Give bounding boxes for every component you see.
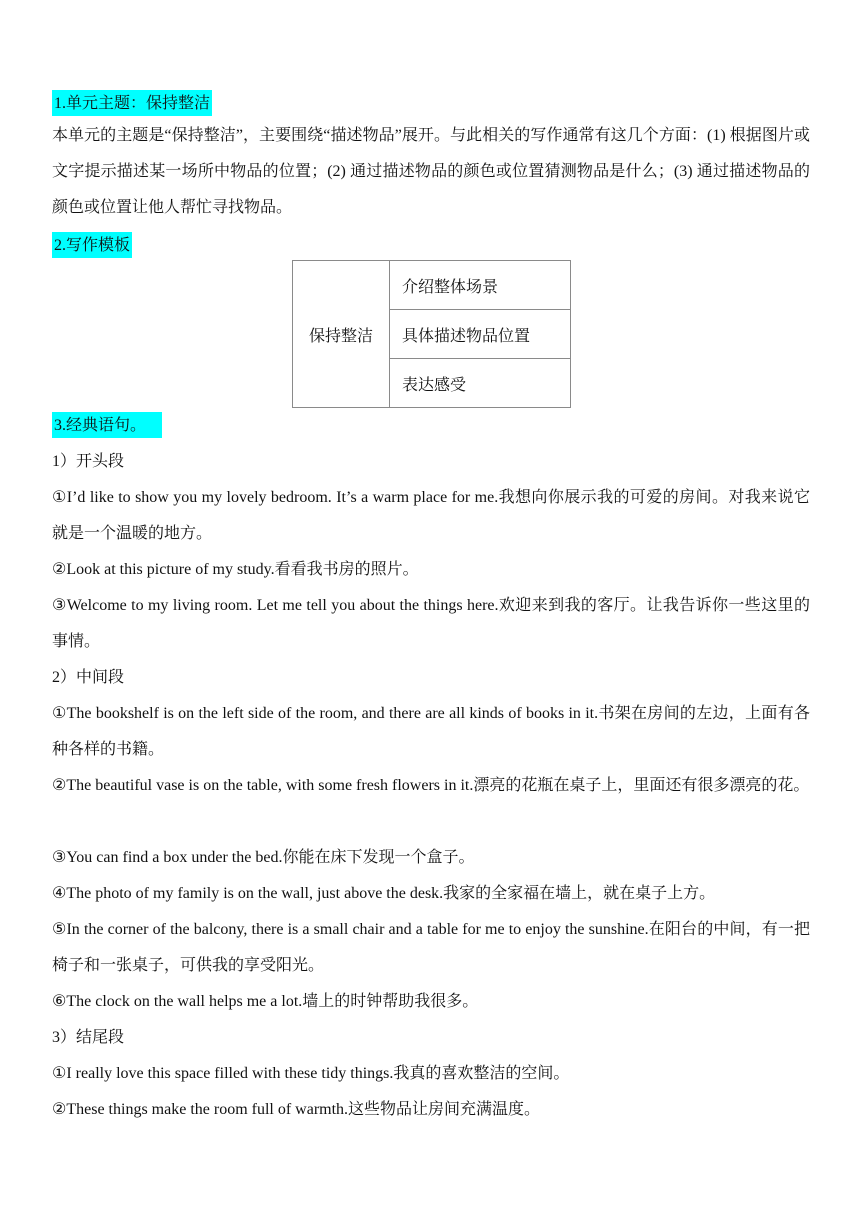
template-item-cell: 介绍整体场景 [390, 261, 571, 310]
writing-template-table [292, 260, 571, 408]
section2-heading-row [52, 228, 810, 264]
sentence: ④The photo of my family is on the wall, just above the desk.我家的全家福在墙上，就在桌子上方。 [52, 885, 716, 902]
template-topic-cell: 保持整洁 [293, 261, 390, 408]
part-title: 2）中间段 [52, 669, 125, 686]
section3-heading-row [52, 408, 810, 444]
part-title: 1）开头段 [52, 453, 125, 470]
section1-heading: 1.单元主题：保持整洁 [52, 90, 212, 116]
sentence: ⑤In the corner of the balcony, there is a small chair and a table for me to enjoy the sunshine.在阳台的中间，有一把椅子和一张桌子，可供我的享受阳光。 [52, 921, 810, 974]
template-item-cell: 具体描述物品位置 [390, 310, 571, 359]
sentence: ⑥The clock on the wall helps me a lot.墙上的时钟帮助我很多。 [52, 993, 479, 1010]
sentence: ②Look at this picture of my study.看看我书房的照片。 [52, 561, 419, 578]
sentence: ①I’d like to show you my lovely bedroom. It’s a warm place for me.我想向你展示我的可爱的房间。对我来说它就是一个温暖的地方。 [52, 489, 810, 542]
section2-heading: 2.写作模板 [52, 232, 132, 258]
template-item-cell: 表达感受 [390, 359, 571, 408]
section3-heading: 3.经典语句。 [52, 412, 162, 438]
sentence: ③Welcome to my living room. Let me tell you about the things here.欢迎来到我的客厅。让我告诉你一些这里的事情。 [52, 597, 810, 650]
sentence: ②The beautiful vase is on the table, with some fresh flowers in it.漂亮的花瓶在桌子上，里面还有很多漂亮的花。 [52, 777, 810, 794]
part-title: 3）结尾段 [52, 1029, 125, 1046]
sentence: ①I really love this space filled with these tidy things.我真的喜欢整洁的空间。 [52, 1065, 570, 1082]
sentence: ②These things make the room full of warmth.这些物品让房间充满温度。 [52, 1101, 541, 1118]
sentence: ①The bookshelf is on the left side of the room, and there are all kinds of books in it.书架在房间的左边，上面有各种各样的书籍。 [52, 705, 810, 758]
sentence: ③You can find a box under the bed.你能在床下发现一个盒子。 [52, 849, 475, 866]
section1-heading-row [52, 86, 810, 122]
section1-body: 本单元的主题是“保持整洁”，主要围绕“描述物品”展开。与此相关的写作通常有这几个方面：(1) 根据图片或文字提示描述某一场所中物品的位置；(2) 通过描述物品的颜色或位置猜测物品是什么；(3) 通过描述物品的颜色或位置让他人帮忙寻找物品。 [52, 127, 810, 216]
